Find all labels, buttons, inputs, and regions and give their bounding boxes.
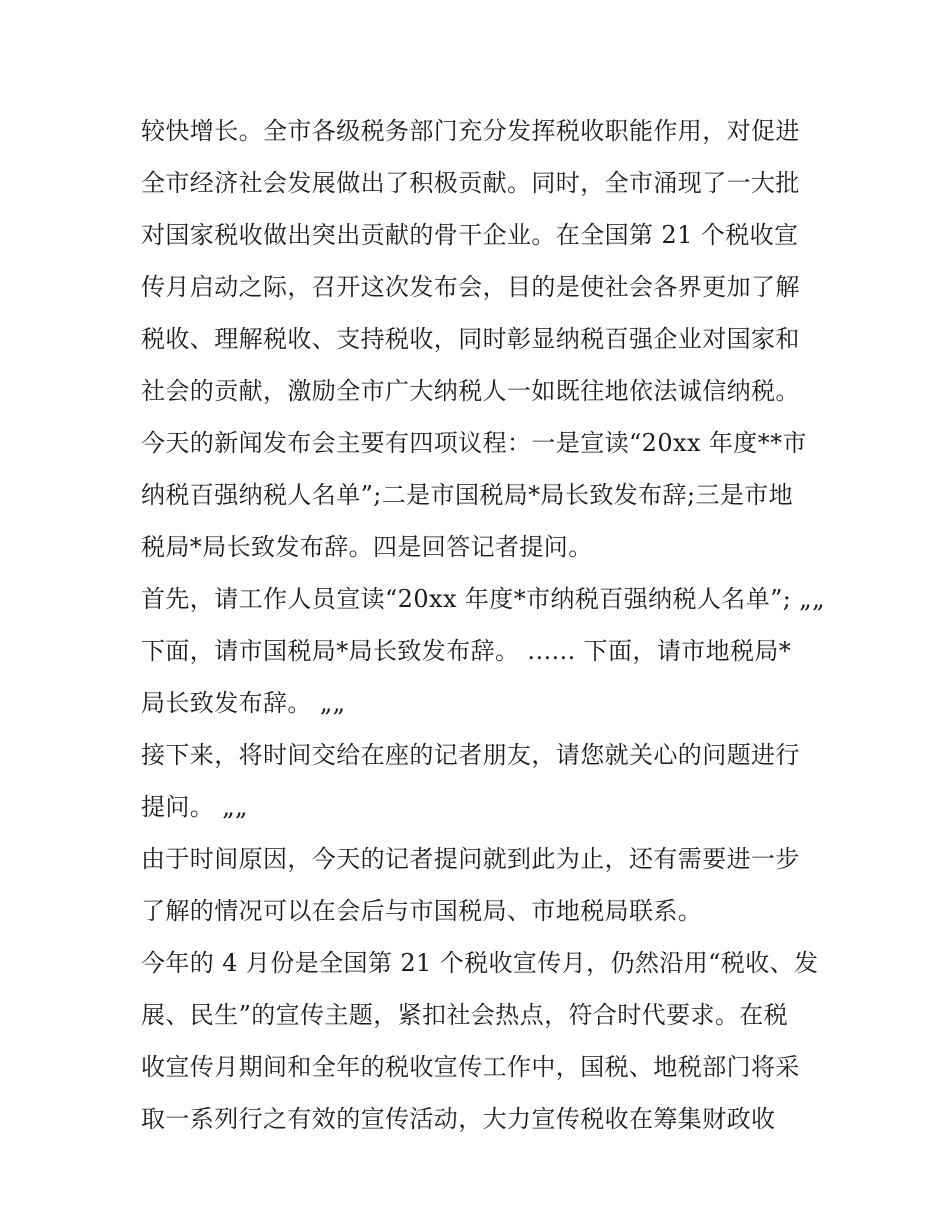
document-body: [141, 105, 825, 1145]
text-line: 今天的新闻发布会主要有四项议程：一是宣读“20xx 年度**市: [141, 429, 807, 457]
text-line: 首先，请工作人员宣读“20xx 年度*市纳税百强纳税人名单”; „„: [141, 585, 825, 613]
text-line: 取一系列行之有效的宣传活动，大力宣传税收在筹集财政收: [141, 1105, 776, 1133]
text-line: 纳税百强纳税人名单”;二是市国税局*局长致发布辞;三是市地: [141, 481, 794, 509]
text-line: 展、民生”的宣传主题，紧扣社会热点，符合时代要求。在税: [141, 1001, 789, 1029]
text-line: 今年的 4 月份是全国第 21 个税收宣传月，仍然沿用“税收、发: [141, 949, 819, 977]
text-line: 社会的贡献，激励全市广大纳税人一如既往地依法诚信纳税。: [141, 377, 800, 405]
text-line: 较快增长。全市各级税务部门充分发挥税收职能作用，对促进: [141, 117, 800, 145]
text-line: 传月启动之际，召开这次发布会，目的是使社会各界更加了解: [141, 273, 800, 301]
text-line: 了解的情况可以在会后与市国税局、市地税局联系。: [141, 897, 703, 925]
text-line: 税收、理解税收、支持税收，同时彰显纳税百强企业对国家和: [141, 325, 800, 353]
text-line: 对国家税收做出突出贡献的骨干企业。在全国第 21 个税收宣: [141, 221, 799, 249]
text-line: 全市经济社会发展做出了积极贡献。同时，全市涌现了一大批: [141, 169, 800, 197]
text-line: 由于时间原因，今天的记者提问就到此为止，还有需要进一步: [141, 845, 800, 873]
text-line: 税局*局长致发布辞。四是回答记者提问。: [141, 533, 593, 561]
text-line: 下面，请市国税局*局长致发布辞。 ...... 下面，请市地税局*: [141, 637, 792, 665]
text-line: 收宣传月期间和全年的税收宣传工作中，国税、地税部门将采: [141, 1053, 800, 1081]
text-line: 提问。 „„: [141, 793, 248, 821]
text-line: 局长致发布辞。 „„: [141, 689, 346, 717]
text-line: 接下来，将时间交给在座的记者朋友，请您就关心的问题进行: [141, 741, 800, 769]
